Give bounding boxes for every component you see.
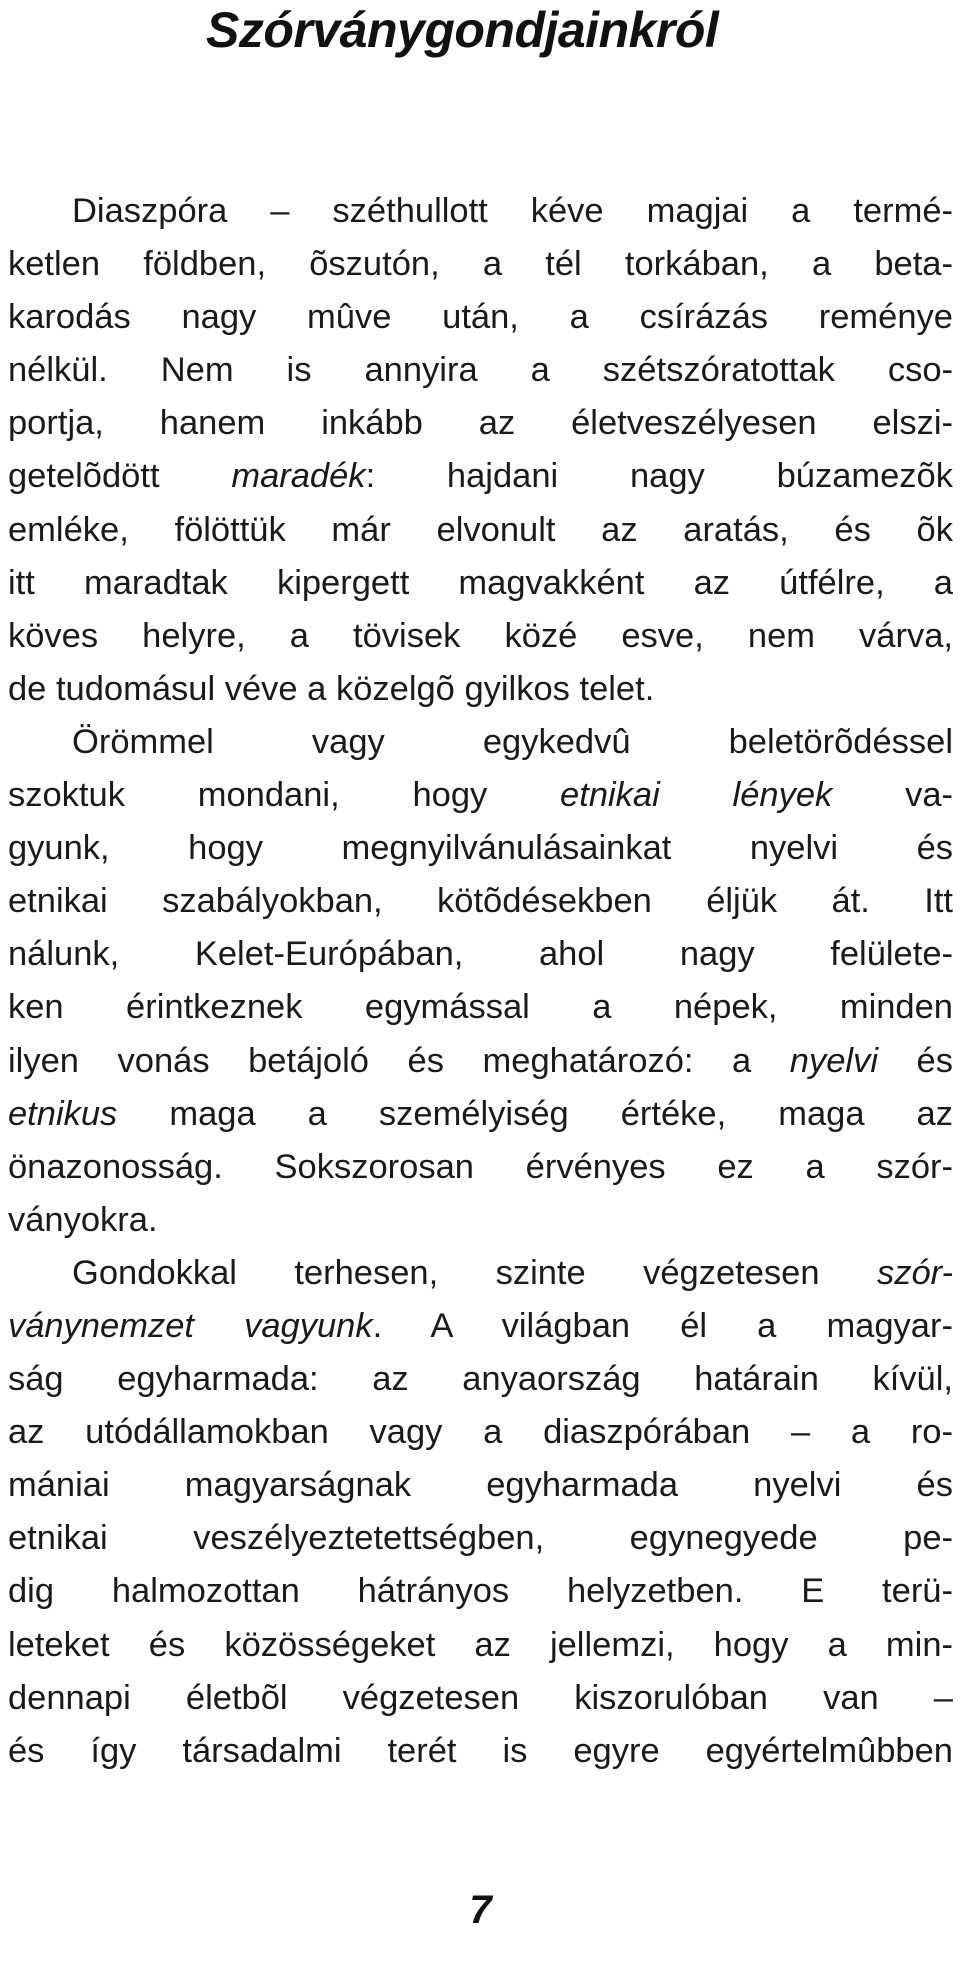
text-run: dennapi életbõl végzetesen kiszorulóban van –: [8, 1678, 953, 1717]
text-run: nálunk, Kelet-Európában, ahol nagy felülete-: [8, 935, 953, 974]
text-run: : hajdani nagy búzamezõk: [365, 457, 953, 496]
text-line: [8, 875, 953, 928]
text-run: leteket és közösségeket az jellemzi, hogy a min-: [8, 1625, 953, 1664]
text-run: dig halmozottan hátrányos helyzetben. E terü-: [8, 1572, 953, 1611]
text-run: szoktuk mondani, hogy: [8, 776, 561, 815]
text-line: [8, 1141, 953, 1194]
text-run: portja, hanem inkább az életveszélyesen elszi-: [8, 404, 953, 443]
italic-text: etnikus: [8, 1094, 118, 1133]
text-line: [8, 450, 953, 503]
text-run: va-: [832, 776, 954, 815]
text-line: [8, 769, 953, 822]
text-run: ilyen vonás betájoló és meghatározó: a: [8, 1041, 790, 1080]
text-run: gyunk, hogy megnyilvánulásainkat nyelvi és: [8, 829, 953, 868]
text-line: [8, 928, 953, 981]
text-line: [8, 1406, 953, 1459]
text-run: az utódállamokban vagy a diaszpórában – a ro-: [8, 1413, 953, 1452]
text-line: [8, 981, 953, 1034]
text-run: ványokra.: [8, 1200, 158, 1239]
body-text: [8, 185, 953, 1778]
text-line: [8, 557, 953, 610]
italic-text: szór-: [876, 1253, 953, 1292]
text-run: önazonosság. Sokszorosan érvényes ez a szór-: [8, 1147, 953, 1186]
text-run: etnikai veszélyeztetettségben, egynegyede pe-: [8, 1519, 953, 1558]
text-run: mániai magyarságnak egyharmada nyelvi és: [8, 1466, 953, 1505]
page-title: Szórványgondjainkról: [206, 2, 719, 58]
text-line: [8, 1194, 953, 1247]
text-line: [8, 1300, 953, 1353]
text-run: köves helyre, a tövisek közé esve, nem várva,: [8, 616, 953, 655]
text-run: maga a személyiség értéke, maga az: [117, 1094, 953, 1133]
text-run: ság egyharmada: az anyaország határain kívül,: [8, 1360, 953, 1399]
text-line: [8, 397, 953, 450]
text-run: Örömmel vagy egykedvû beletörõdéssel: [72, 722, 953, 761]
text-line: [8, 716, 953, 769]
text-line: [8, 1619, 953, 1672]
italic-text: nyelvi: [789, 1041, 878, 1080]
text-run: . A világban él a magyar-: [372, 1306, 953, 1345]
text-run: emléke, fölöttük már elvonult az aratás, és õk: [8, 510, 953, 549]
text-line: [8, 238, 953, 291]
text-line: [8, 1035, 953, 1088]
text-line: [8, 185, 953, 238]
text-line: [8, 822, 953, 875]
text-run: karodás nagy mûve után, a csírázás reménye: [8, 298, 953, 337]
italic-text: maradék: [231, 457, 366, 496]
text-line: [8, 1353, 953, 1406]
text-run: de tudomásul véve a közelgõ gyilkos telet.: [8, 669, 655, 708]
text-run: Diaszpóra – széthullott kéve magjai a termé-: [72, 192, 953, 230]
text-run: Gondokkal terhesen, szinte végzetesen: [72, 1253, 877, 1292]
text-line: [8, 291, 953, 344]
text-line: [8, 1088, 953, 1141]
text-run: és így társadalmi terét is egyre egyértelmûbben: [8, 1731, 953, 1770]
text-run: nélkül. Nem is annyira a szétszóratottak cso-: [8, 351, 953, 390]
text-run: és: [878, 1041, 953, 1080]
text-line: [8, 1247, 953, 1300]
italic-text: etnikai lények: [560, 776, 833, 815]
text-line: [8, 1725, 953, 1778]
text-line: [8, 610, 953, 663]
text-line: [8, 504, 953, 557]
text-line: [8, 1459, 953, 1512]
text-run: ken érintkeznek egymással a népek, minden: [8, 988, 953, 1027]
document-page: [8, 0, 953, 1963]
text-line: [8, 1672, 953, 1725]
text-run: itt maradtak kipergett magvakként az útfélre, a: [8, 563, 953, 602]
page-number: 7: [469, 1888, 492, 1932]
text-run: getelõdött: [8, 457, 232, 496]
text-line: [8, 344, 953, 397]
text-line: [8, 663, 953, 716]
text-line: [8, 1512, 953, 1565]
text-line: [8, 1565, 953, 1618]
text-run: etnikai szabályokban, kötõdésekben éljük át. Itt: [8, 882, 953, 921]
text-run: ketlen földben, õszutón, a tél torkában, a beta-: [8, 245, 953, 284]
italic-text: ványnemzet vagyunk: [8, 1306, 373, 1345]
